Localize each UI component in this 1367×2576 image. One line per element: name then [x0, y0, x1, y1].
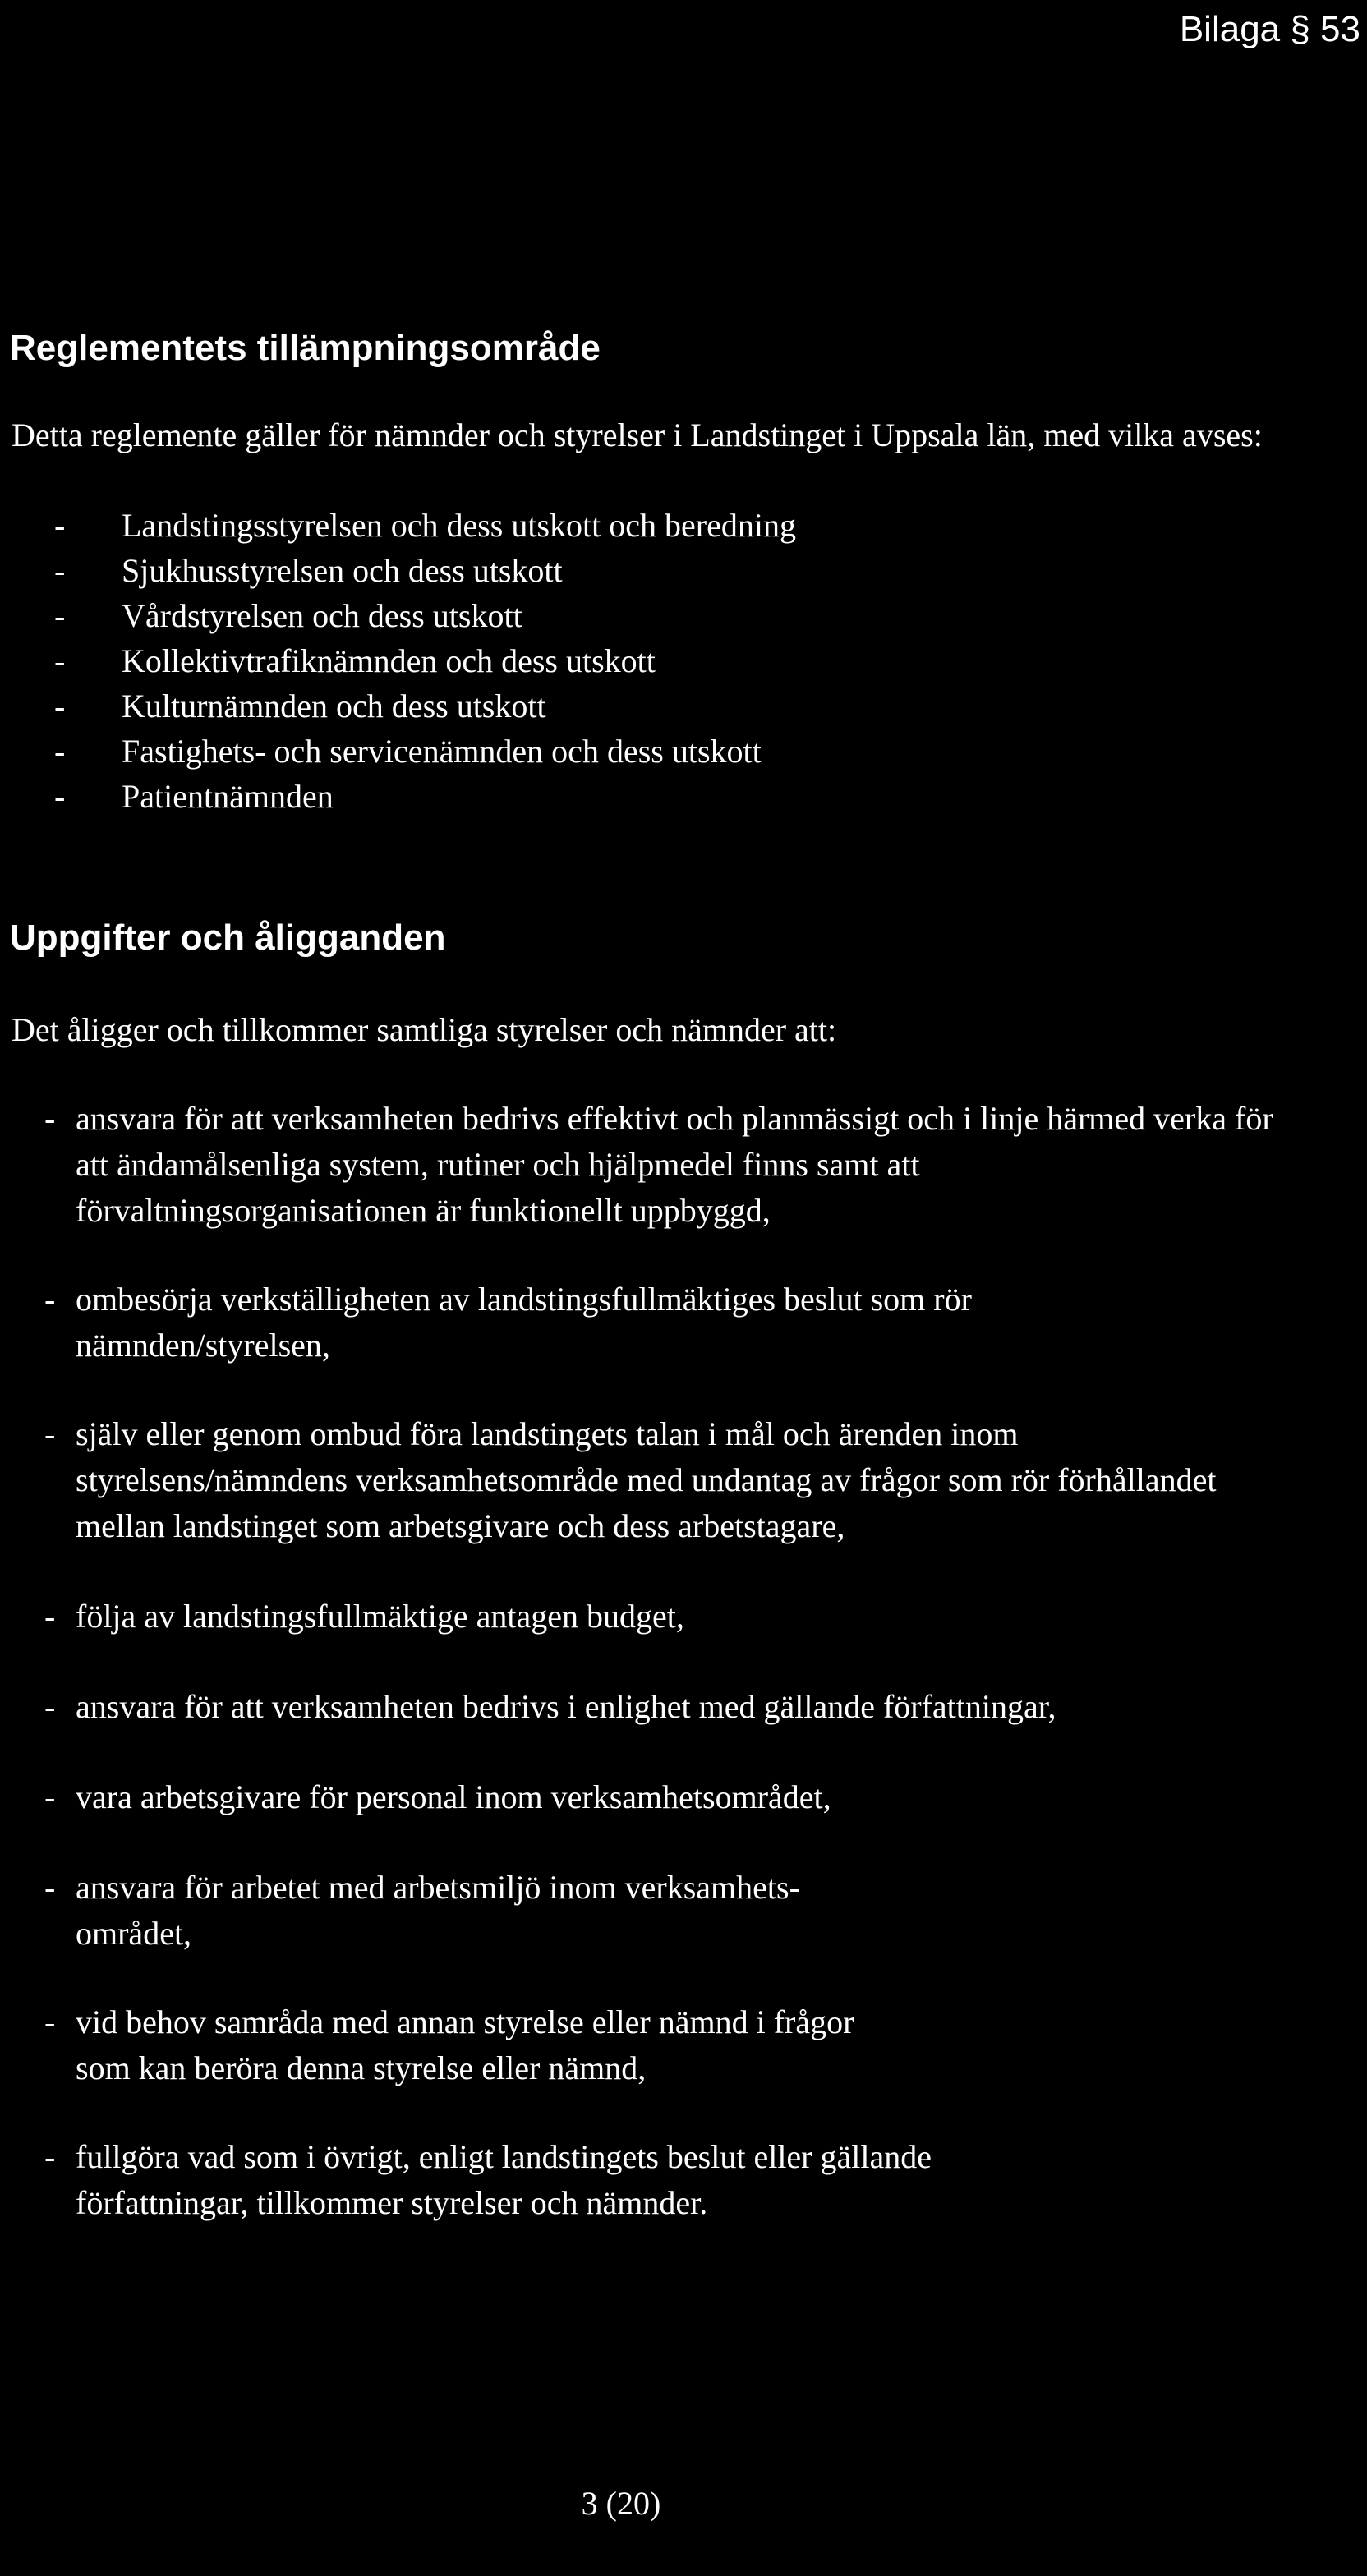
list-item: - Vårdstyrelsen och dess utskott — [54, 597, 522, 634]
duty-item: - vid behov samråda med annan styrelse eller nämnd i frågor som kan beröra denna styrelse eller nämnd, — [44, 2003, 854, 2086]
list-item: - Kollektivtrafiknämnden och dess utskott — [54, 642, 656, 679]
list-item-text: Vårdstyrelsen och dess utskott — [122, 597, 522, 634]
list-item: - Fastighets- och servicenämnden och dess utskott — [54, 733, 762, 770]
list-item: - Patientnämnden — [54, 778, 334, 815]
duty-item-text: ansvara för att verksamheten bedrivs effektivt och planmässigt och i linje härmed verka för att ändamålsenliga system, rutiner och hjälpmedel finns samt att förvaltningsorganisationen är funktionellt uppbyggd, — [76, 1100, 1273, 1229]
list-item-text: Kulturnämnden och dess utskott — [122, 688, 546, 724]
list-item: - Kulturnämnden och dess utskott — [54, 688, 546, 724]
duty-item: - ansvara för att verksamheten bedrivs i enlighet med gällande författningar, — [44, 1688, 1056, 1725]
duty-item-text: själv eller genom ombud föra landstingets talan i mål och ärenden inom styrelsens/nämndens verksamhetsområde med undantag av frågor som rör förhållandet mellan landstinget som arbetsgivare och dess arbetstagare, — [76, 1415, 1217, 1544]
scope-intro-paragraph: Detta reglemente gäller för nämnder och styrelser i Landstinget i Uppsala län, med vilka avses: — [12, 416, 1263, 453]
duty-item-text: följa av landstingsfullmäktige antagen budget, — [76, 1598, 684, 1635]
list-item-text: Sjukhusstyrelsen och dess utskott — [122, 552, 563, 589]
duty-item: - ansvara för att verksamheten bedrivs effektivt och planmässigt och i linje härmed verka för att ändamålsenliga system, rutiner och hjälpmedel finns samt att förvaltningsorganisationen är funktionellt uppbyggd, — [44, 1100, 1273, 1229]
duty-item: - själv eller genom ombud föra landstingets talan i mål och ärenden inom styrelsens/nämndens verksamhetsområde med undantag av frågor som rör förhållandet mellan landstinget som arbetsgivare och dess arbetstagare, — [44, 1415, 1217, 1544]
duty-item: - vara arbetsgivare för personal inom verksamhetsområdet, — [44, 1778, 831, 1815]
duty-item: - följa av landstingsfullmäktige antagen budget, — [44, 1598, 684, 1635]
page-number: 3 (20) — [581, 2485, 661, 2522]
list-item: - Landstingsstyrelsen och dess utskott och beredning — [54, 507, 796, 544]
duty-item-text: ombesörja verkställigheten av landstingsfullmäktiges beslut som rör nämnden/styrelsen, — [76, 1281, 972, 1364]
duty-item-text: ansvara för att verksamheten bedrivs i enlighet med gällande författningar, — [76, 1688, 1056, 1725]
list-item-text: Kollektivtrafiknämnden och dess utskott — [122, 642, 656, 679]
duty-item-text: vara arbetsgivare för personal inom verksamhetsområdet, — [76, 1778, 831, 1815]
duties-intro-paragraph: Det åligger och tillkommer samtliga styrelser och nämnder att: — [12, 1011, 837, 1048]
list-item-text: Landstingsstyrelsen och dess utskott och beredning — [122, 507, 796, 544]
duty-item-text: vid behov samråda med annan styrelse eller nämnd i frågor som kan beröra denna styrelse eller nämnd, — [76, 2003, 854, 2086]
duty-item-text: ansvara för arbetet med arbetsmiljö inom verksamhets- området, — [76, 1869, 800, 1952]
scope-list — [0, 503, 1314, 819]
duty-item: - ansvara för arbetet med arbetsmiljö inom verksamhets- området, — [44, 1869, 800, 1952]
duty-item: - fullgöra vad som i övrigt, enligt landstingets beslut eller gällande författningar, tillkommer styrelser och nämnder. — [44, 2138, 932, 2221]
duty-item-text: fullgöra vad som i övrigt, enligt landstingets beslut eller gällande författningar, tillkommer styrelser och nämnder. — [76, 2138, 932, 2221]
list-item-text: Patientnämnden — [122, 778, 334, 815]
section-heading-duties: Uppgifter och åligganden — [10, 918, 446, 958]
page-label: Bilaga § 53 — [1179, 9, 1360, 49]
duty-item: - ombesörja verkställigheten av landstingsfullmäktiges beslut som rör nämnden/styrelsen, — [44, 1281, 972, 1364]
list-item-text: Fastighets- och servicenämnden och dess utskott — [122, 733, 762, 770]
section-heading-scope: Reglementets tillämpningsområde — [10, 328, 601, 368]
list-item: - Sjukhusstyrelsen och dess utskott — [54, 552, 563, 589]
